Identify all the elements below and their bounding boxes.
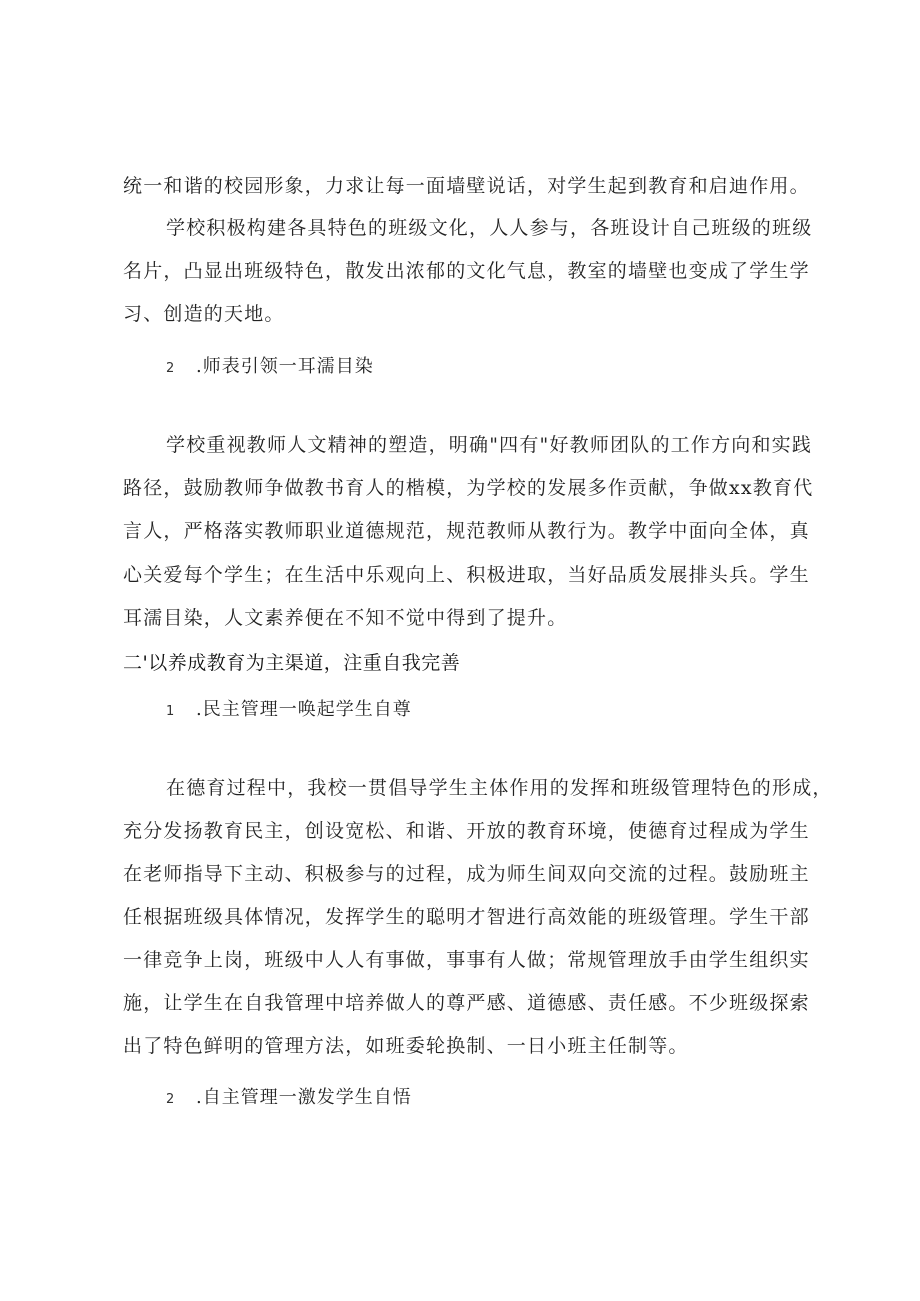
paragraph-line: 学校积极构建各具特色的班级文化，人人参与，各班设计自己班级的班级 (166, 217, 813, 239)
paragraph-line: 习、创造的天地。 (123, 303, 285, 325)
section-subheading (166, 697, 412, 725)
paragraph-line: 任根据班级具体情况，发挥学生的聪明才智进行高效能的班级管理。学生干部 (123, 906, 810, 928)
paragraph-line: 路径，鼓励教师争做教书育人的楷模，为学校的发展多作贡献，争做xx教育代 (123, 477, 814, 499)
subheading-title: .民主管理一唤起学生自尊 (196, 699, 412, 720)
paragraph-line: 言人，严格落实教师职业道德规范，规范教师从教行为。教学中面向全体，真 (123, 520, 810, 542)
paragraph-line: 施，让学生在自我管理中培养做人的尊严感、道德感、责任感。不少班级探索 (123, 992, 810, 1014)
subheading-number: 1 (166, 704, 176, 719)
subheading-title: .师表引领一耳濡目染 (196, 356, 374, 377)
paragraph-line: 在德育过程中，我校一贯倡导学生主体作用的发挥和班级管理特色的形成， (166, 777, 833, 799)
paragraph-line: 充分发扬教育民主，创设宽松、和谐、开放的教育环境，使德育过程成为学生 (123, 820, 810, 842)
paragraph-line: 在老师指导下主动、积极参与的过程，成为师生间双向交流的过程。鼓励班主 (123, 863, 810, 885)
paragraph-line: 名片，凸显出班级特色，散发出浓郁的文化气息，教室的墙壁也变成了学生学 (123, 260, 810, 282)
paragraph-line: 心关爱每个学生；在生活中乐观向上、积极进取，当好品质发展排头兵。学生 (123, 564, 810, 586)
paragraph-line: 一律竞争上岗，班级中人人有事做，事事有人做；常规管理放手由学生组织实 (123, 949, 810, 971)
section-subheading (166, 1085, 412, 1113)
section-heading: 二'以养成教育为主渠道，注重自我完善 (123, 652, 461, 674)
paragraph-line: 耳濡目染，人文素养便在不知不觉中得到了提升。 (123, 607, 568, 629)
section-subheading (166, 354, 374, 382)
subheading-title: .自主管理一激发学生自悟 (196, 1087, 412, 1108)
subheading-number: 2 (166, 361, 176, 376)
paragraph-line: 学校重视教师人文精神的塑造，明确"四有"好教师团队的工作方向和实践 (166, 434, 813, 456)
paragraph-line: 统一和谐的校园形象，力求让每一面墙壁说话，对学生起到教育和启迪作用。 (123, 175, 810, 197)
subheading-number: 2 (166, 1092, 176, 1107)
paragraph-line: 出了特色鲜明的管理方法，如班委轮换制、一日小班主任制等。 (123, 1035, 689, 1057)
